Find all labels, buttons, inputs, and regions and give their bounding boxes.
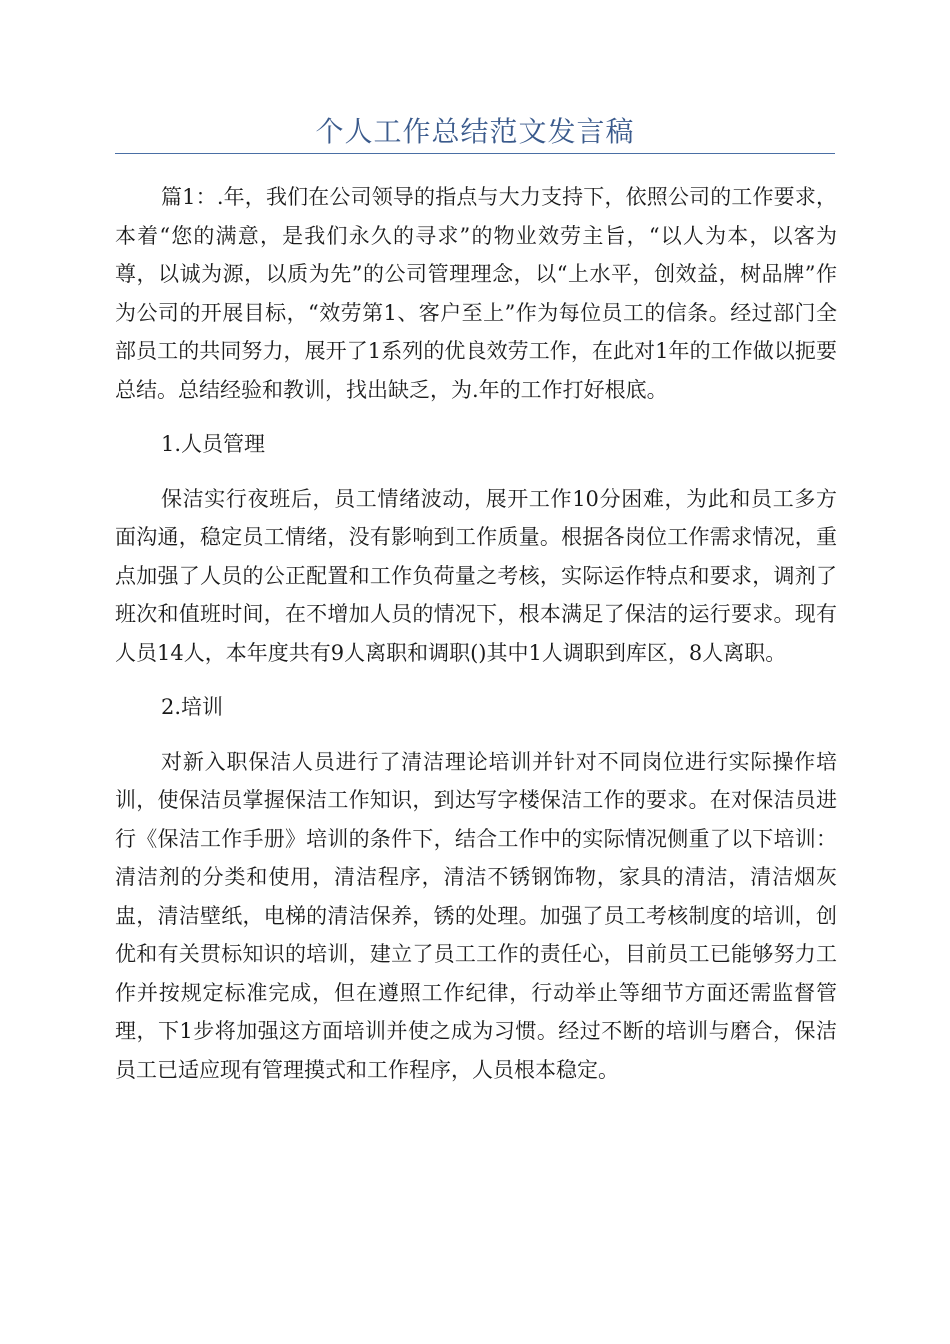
paragraph-training: 对新入职保洁人员进行了清洁理论培训并针对不同岗位进行实际操作培训，使保洁员掌握保洁工作知识，到达写字楼保洁工作的要求。在对保洁员进行《保洁工作手册》培训的条件下，结合工作中的实际情况侧重了以下培训：清洁剂的分类和使用，清洁程序，清洁不锈钢饰物，家具的清洁，清洁烟灰盅，清洁壁纸，电梯的清洁保养，锈的处理。加强了员工考核制度的培训，创优和有关贯标知识的培训，建立了员工工作的责任心，目前员工已能够努力工作并按规定标准完成，但在遵照工作纪律，行动举止等细节方面还需监督管理，下1步将加强这方面培训并使之成为习惯。经过不断的培训与磨合，保洁员工已适应现有管理摸式和工作程序，人员根本稳定。 [115, 749, 837, 1082]
title-underline [115, 153, 835, 154]
paragraph-personnel: 保洁实行夜班后，员工情绪波动，展开工作10分困难，为此和员工多方面沟通，稳定员工情绪，没有影响到工作质量。根据各岗位工作需求情况，重点加强了人员的公正配置和工作负荷量之考核，实际运作特点和要求，调剂了班次和值班时间，在不增加人员的情况下，根本满足了保洁的运行要求。现有人员14人，本年度共有9人离职和调职()其中1人调职到库区，8人离职。 [115, 486, 837, 665]
section-heading-training: 2.培训 [161, 695, 224, 719]
paragraph-intro: 篇1：.年，我们在公司领导的指点与大力支持下，依照公司的工作要求，本着“您的满意，是我们永久的寻求”的物业效劳主旨，“以人为本，以客为尊，以诚为源，以质为先”的公司管理理念，以“上水平，创效益，树品牌”作为公司的开展目标，“效劳第1、客户至上”作为每位员工的信条。经过部门全部员工的共同努力，展开了1系列的优良效劳工作，在此对1年的工作做以扼要总结。总结经验和教训，找出缺乏，为.年的工作打好根底。 [115, 185, 837, 402]
document-body [115, 178, 837, 1105]
document-title: 个人工作总结范文发言稿 [315, 115, 635, 148]
section-heading-personnel: 1.人员管理 [161, 432, 266, 456]
